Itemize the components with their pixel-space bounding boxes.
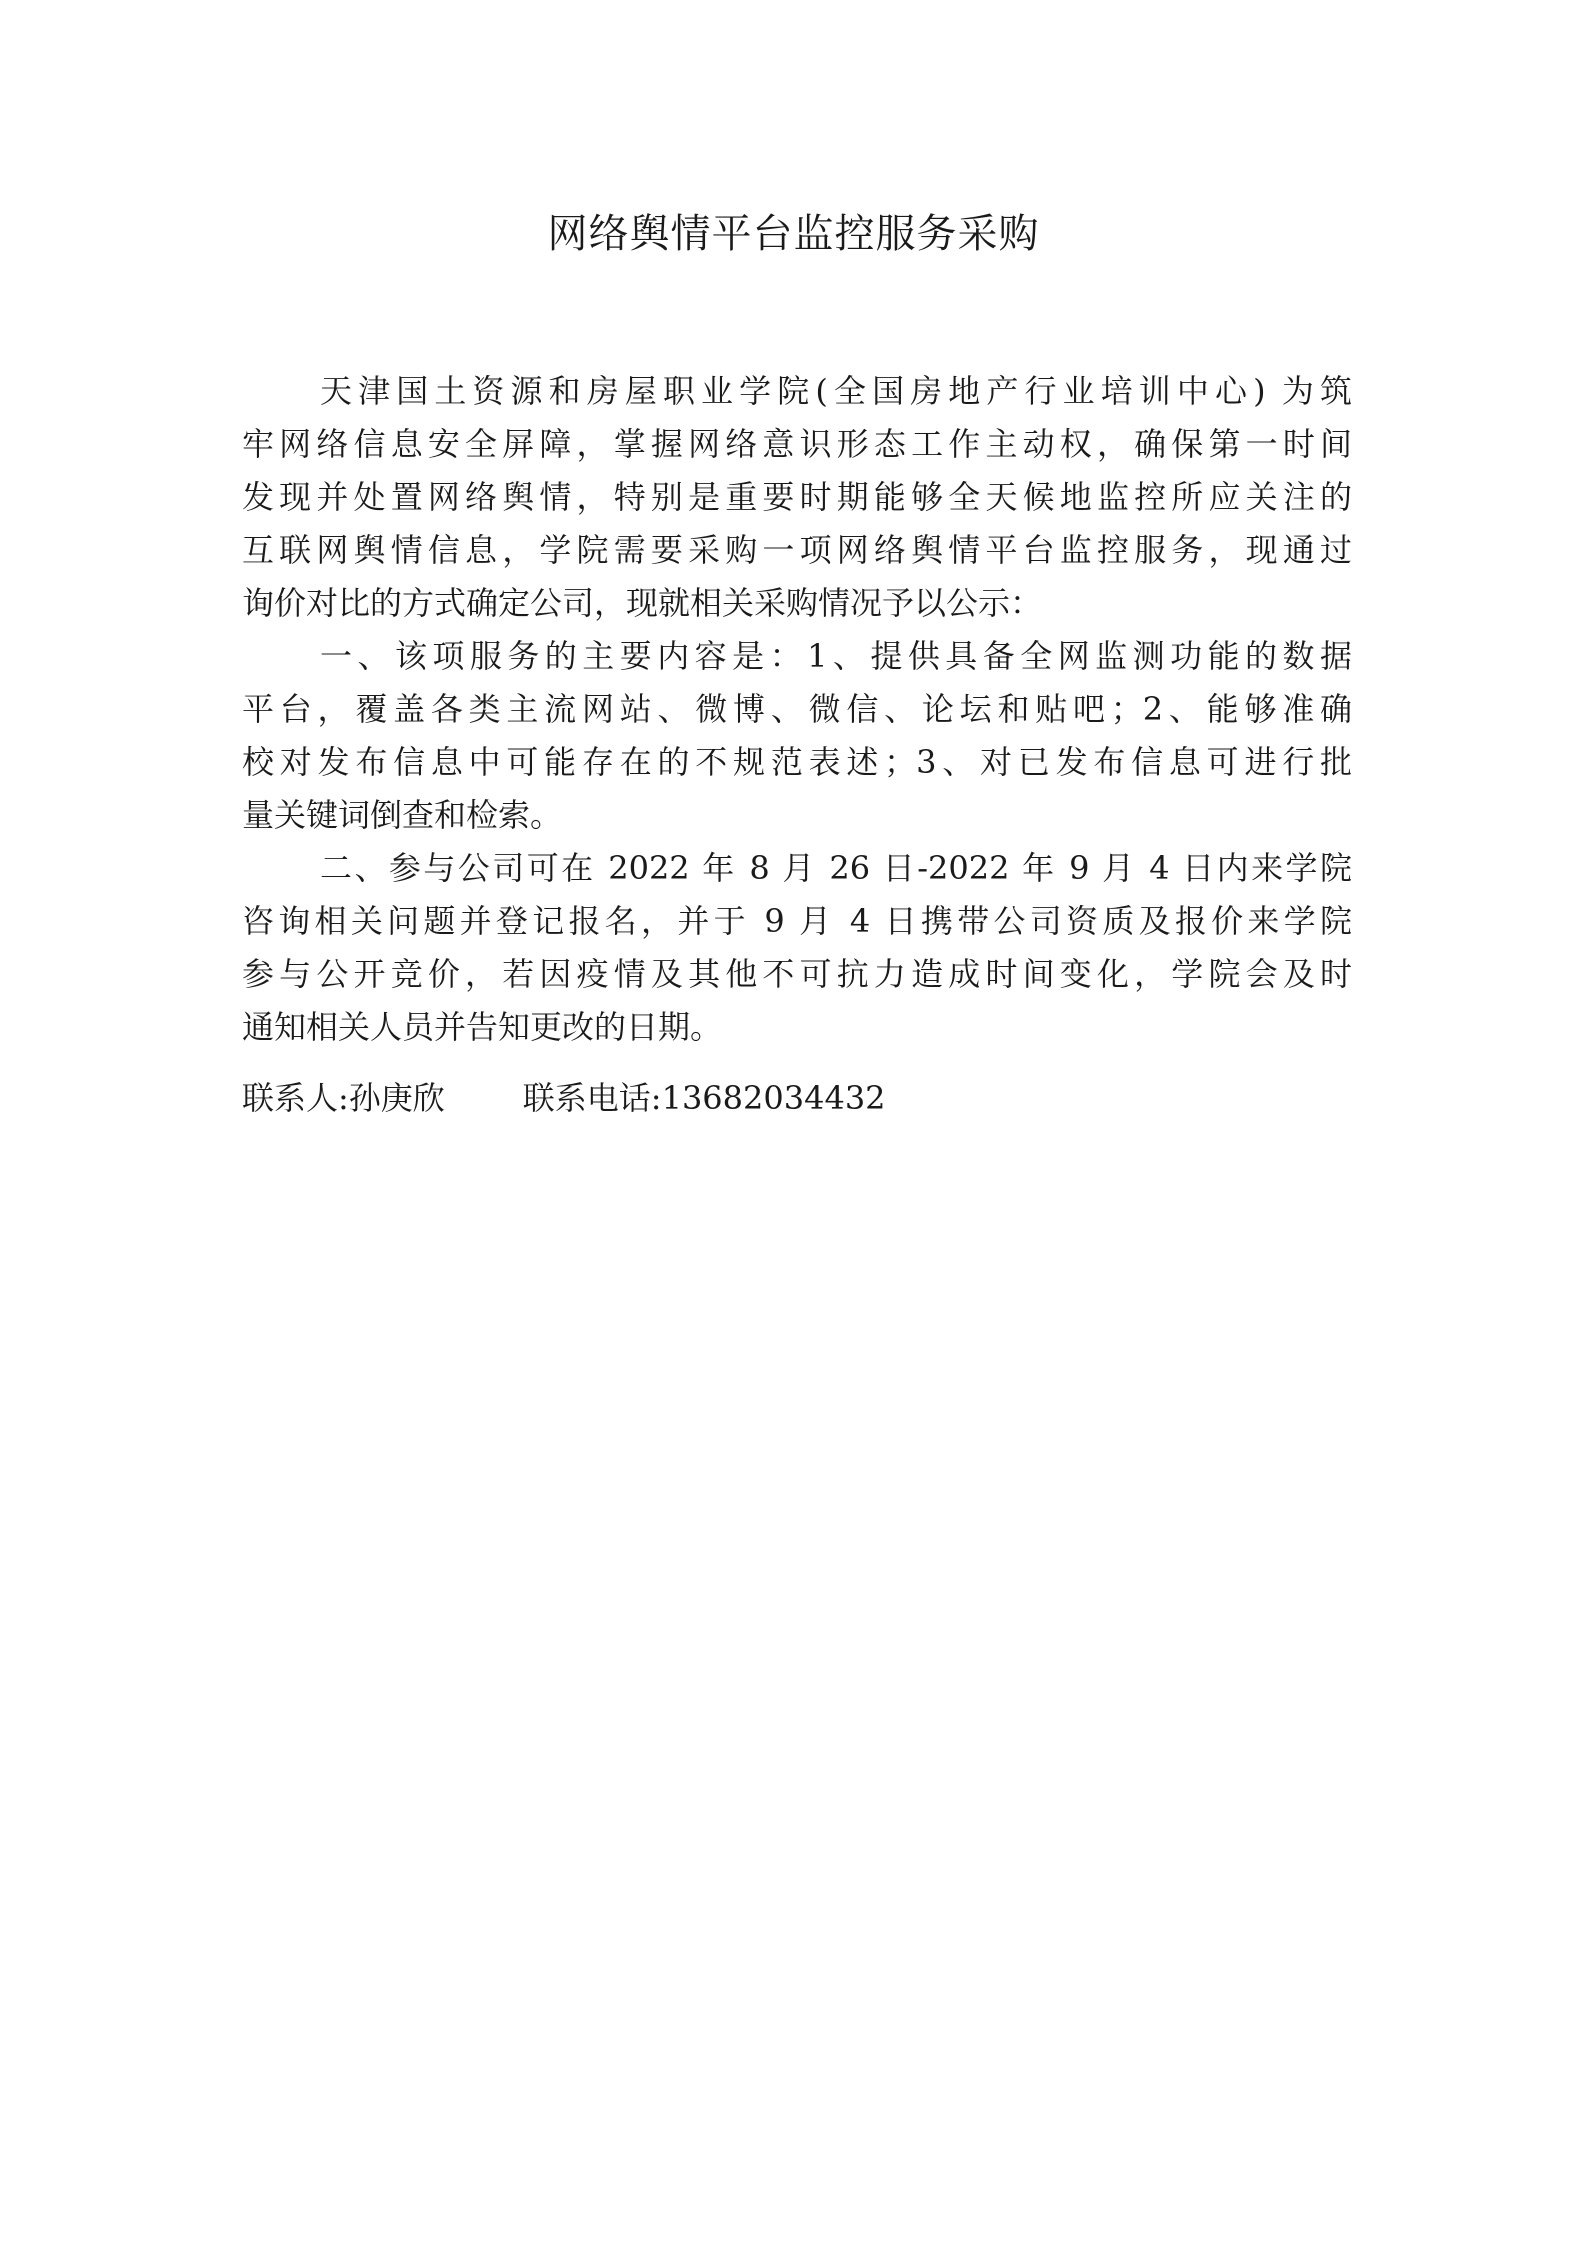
paragraph-line: 发现并处置网络舆情，特别是重要时期能够全天候地监控所应关注的 <box>242 478 1352 516</box>
paragraph-intro <box>242 365 1352 630</box>
paragraph-line: 咨询相关问题并登记报名，并于 9 月 4 日携带公司资质及报价来学院 <box>242 902 1352 940</box>
contact-phone: 联系电话:13682034432 <box>522 1079 886 1117</box>
paragraph-line: 牢网络信息安全屏障，掌握网络意识形态工作主动权，确保第一时间 <box>242 425 1352 463</box>
document-title: 网络舆情平台监控服务采购 <box>547 211 1040 257</box>
paragraph-service-content <box>242 630 1352 842</box>
paragraph-line: 平台，覆盖各类主流网站、微博、微信、论坛和贴吧；2、能够准确 <box>242 690 1352 728</box>
paragraph-line: 参与公开竞价，若因疫情及其他不可抗力造成时间变化，学院会及时 <box>242 955 1352 993</box>
paragraph-line: 校对发布信息中可能存在的不规范表述；3、对已发布信息可进行批 <box>242 743 1352 781</box>
contact-info <box>242 1072 886 1125</box>
paragraph-participation <box>242 842 1352 1054</box>
paragraph-line: 互联网舆情信息，学院需要采购一项网络舆情平台监控服务，现通过 <box>242 531 1352 569</box>
paragraph-line: 询价对比的方式确定公司，现就相关采购情况予以公示： <box>242 584 1043 622</box>
paragraph-line: 通知相关人员并告知更改的日期。 <box>242 1008 723 1046</box>
contact-person: 联系人:孙庚欣 <box>242 1079 445 1117</box>
paragraph-line: 二、参与公司可在 2022 年 8 月 26 日-2022 年 9 月 4 日内来学院 <box>320 849 1352 887</box>
paragraph-line: 量关键词倒查和检索。 <box>242 796 563 834</box>
paragraph-line: 一、该项服务的主要内容是：1、提供具备全网监测功能的数据 <box>320 637 1352 675</box>
document-body <box>242 365 1352 1054</box>
paragraph-line: 天津国土资源和房屋职业学院(全国房地产行业培训中心) 为筑 <box>320 372 1352 410</box>
